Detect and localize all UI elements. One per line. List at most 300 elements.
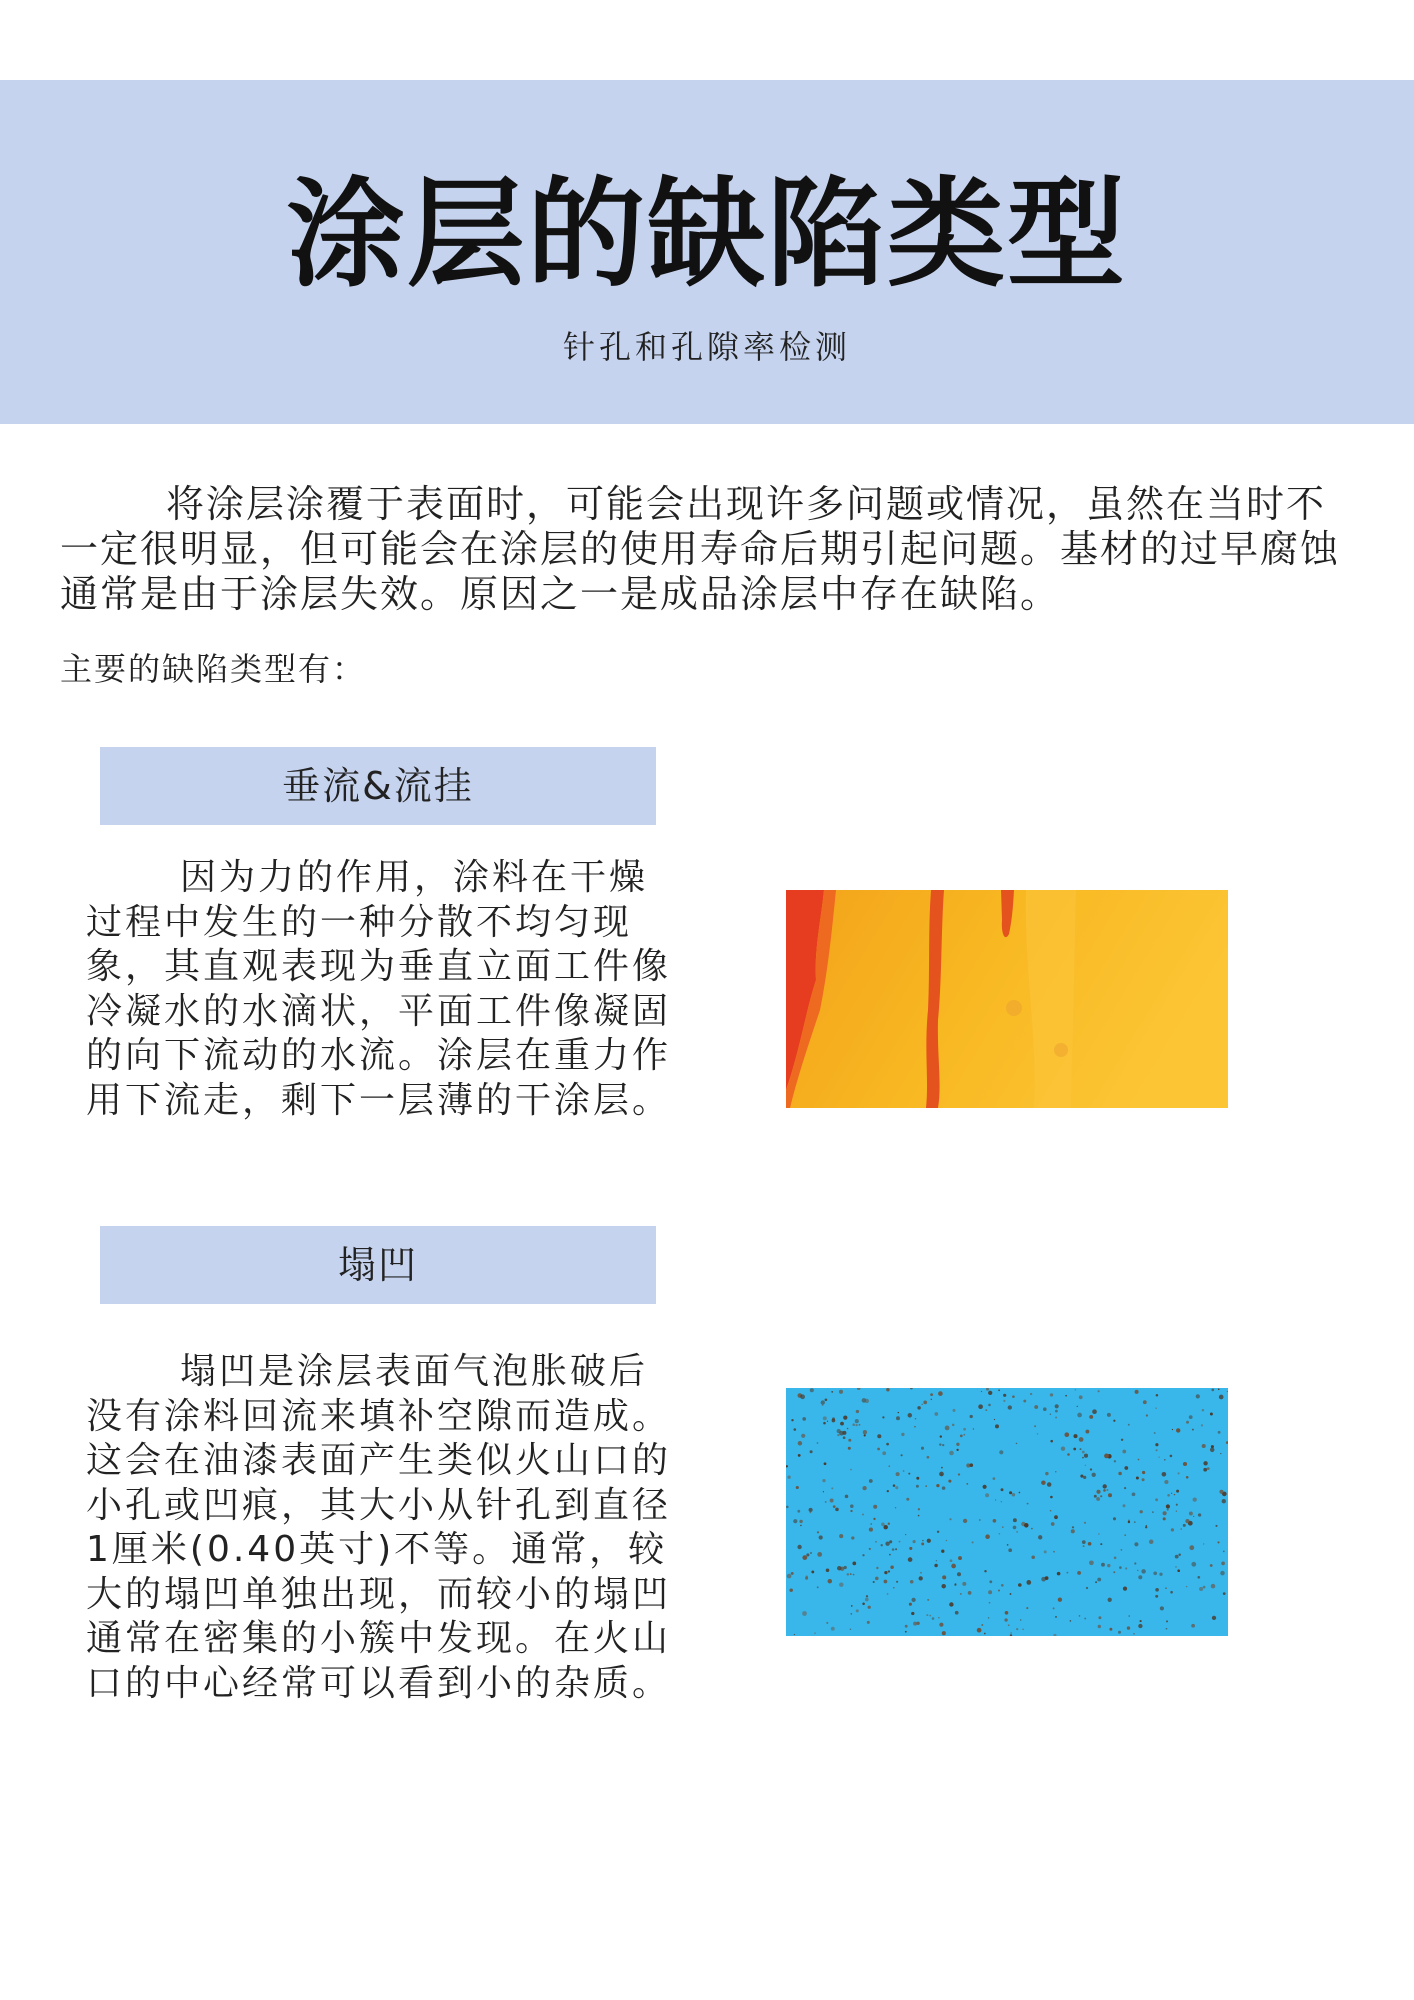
crater-speckle bbox=[1003, 1394, 1006, 1397]
crater-speckle bbox=[968, 1591, 972, 1595]
crater-speckle bbox=[1008, 1624, 1010, 1626]
crater-speckle bbox=[1210, 1564, 1213, 1567]
crater-speckle bbox=[958, 1556, 962, 1560]
crater-speckle bbox=[791, 1572, 794, 1575]
crater-speckle bbox=[1103, 1489, 1106, 1492]
crater-speckle bbox=[1122, 1450, 1126, 1454]
crater-speckle bbox=[963, 1428, 966, 1431]
crater-speckle bbox=[1018, 1583, 1022, 1587]
crater-speckle bbox=[789, 1588, 792, 1591]
crater-speckle bbox=[1118, 1631, 1121, 1634]
crater-speckle bbox=[936, 1484, 939, 1487]
crater-speckle bbox=[1020, 1619, 1021, 1620]
crater-speckle bbox=[1073, 1434, 1077, 1438]
crater-speckle bbox=[877, 1448, 880, 1451]
crater-speckle bbox=[906, 1498, 909, 1501]
crater-speckle bbox=[998, 1389, 1000, 1391]
crater-speckle bbox=[1193, 1516, 1194, 1517]
crater-speckle bbox=[998, 1590, 1000, 1592]
crater-speckle bbox=[1114, 1460, 1116, 1462]
crater-speckle bbox=[930, 1393, 933, 1396]
crater-speckle bbox=[888, 1570, 890, 1572]
crater-speckle bbox=[1107, 1413, 1111, 1417]
crater-speckle bbox=[1055, 1616, 1057, 1618]
crater-speckle bbox=[837, 1566, 841, 1570]
crater-speckle bbox=[895, 1548, 897, 1550]
crater-speckle bbox=[821, 1400, 825, 1404]
crater-speckle bbox=[1055, 1410, 1058, 1413]
crater-speckle bbox=[1106, 1489, 1108, 1491]
crater-speckle bbox=[1166, 1504, 1170, 1508]
crater-speckle bbox=[1198, 1513, 1201, 1516]
crater-speckle bbox=[1019, 1492, 1021, 1494]
crater-speckle bbox=[889, 1554, 891, 1556]
crater-speckle bbox=[972, 1541, 974, 1543]
crater-speckle bbox=[1185, 1519, 1189, 1523]
crater-speckle bbox=[1045, 1576, 1049, 1580]
crater-speckle bbox=[1050, 1413, 1051, 1414]
crater-speckle bbox=[1092, 1473, 1096, 1477]
crater-speckle bbox=[814, 1632, 815, 1633]
crater-speckle bbox=[1089, 1415, 1093, 1419]
crater-speckle bbox=[994, 1419, 995, 1420]
crater-speckle bbox=[863, 1430, 867, 1434]
crater-speckle bbox=[810, 1450, 813, 1453]
crater-speckle bbox=[852, 1423, 855, 1426]
crater-speckle bbox=[960, 1435, 963, 1438]
crater-speckle bbox=[847, 1573, 849, 1575]
crater-speckle bbox=[899, 1541, 901, 1543]
crater-speckle bbox=[868, 1606, 871, 1609]
crater-speckle bbox=[1134, 1521, 1136, 1523]
crater-speckle bbox=[1043, 1407, 1047, 1411]
crater-speckle bbox=[915, 1418, 917, 1420]
crater-speckle bbox=[1003, 1400, 1005, 1402]
crater-speckle bbox=[918, 1508, 920, 1510]
crater-speckle bbox=[1012, 1493, 1016, 1497]
crater-speckle bbox=[802, 1611, 807, 1616]
crater-speckle bbox=[810, 1552, 812, 1554]
crater-speckle bbox=[1191, 1562, 1196, 1567]
crater-speckle bbox=[1061, 1447, 1065, 1451]
crater-speckle bbox=[1030, 1393, 1032, 1395]
crater-speckle bbox=[1143, 1400, 1147, 1404]
crater-speckle bbox=[909, 1603, 912, 1606]
crater-speckle bbox=[1221, 1562, 1225, 1566]
crater-speckle bbox=[848, 1439, 851, 1442]
crater-speckle bbox=[850, 1469, 852, 1471]
crater-speckle bbox=[862, 1554, 864, 1556]
crater-speckle bbox=[799, 1520, 802, 1523]
crater-speckle bbox=[941, 1467, 943, 1469]
crater-speckle bbox=[843, 1415, 847, 1419]
crater-speckle bbox=[1149, 1540, 1154, 1545]
crater-speckle bbox=[921, 1542, 924, 1545]
crater-speckle bbox=[830, 1499, 834, 1503]
crater-speckle bbox=[824, 1462, 827, 1465]
crater-speckle bbox=[1083, 1476, 1086, 1479]
crater-speckle bbox=[934, 1564, 937, 1567]
crater-speckle bbox=[823, 1422, 826, 1425]
sagging-coating-photo bbox=[786, 890, 1228, 1108]
crater-speckle bbox=[800, 1525, 802, 1527]
crater-speckle bbox=[1201, 1424, 1203, 1426]
crater-speckle bbox=[839, 1582, 843, 1586]
crater-speckle bbox=[859, 1424, 861, 1426]
crater-speckle bbox=[1223, 1551, 1225, 1553]
crater-speckle bbox=[1098, 1533, 1099, 1534]
crater-speckle bbox=[832, 1417, 835, 1420]
crater-speckle bbox=[1100, 1543, 1102, 1545]
crater-speckle bbox=[1027, 1503, 1029, 1505]
crater-speckle bbox=[1082, 1457, 1084, 1459]
crater-speckle bbox=[1010, 1593, 1012, 1595]
crater-speckle bbox=[1090, 1468, 1092, 1470]
crater-speckle bbox=[1142, 1478, 1145, 1481]
crater-speckle bbox=[942, 1575, 946, 1579]
crater-speckle bbox=[886, 1443, 889, 1446]
crater-speckle bbox=[887, 1593, 889, 1595]
crater-speckle bbox=[1178, 1472, 1180, 1474]
crater-speckle bbox=[1107, 1564, 1110, 1567]
crater-speckle bbox=[1109, 1628, 1112, 1631]
crater-speckle bbox=[791, 1419, 793, 1421]
crater-speckle bbox=[1165, 1587, 1167, 1589]
crater-speckle bbox=[1080, 1448, 1082, 1450]
crater-speckle bbox=[901, 1433, 904, 1436]
crater-speckle bbox=[1118, 1472, 1122, 1476]
crater-speckle bbox=[793, 1519, 797, 1523]
crater-speckle bbox=[995, 1499, 996, 1500]
crater-speckle bbox=[952, 1409, 955, 1412]
crater-speckle bbox=[913, 1540, 916, 1543]
crater-speckle bbox=[1100, 1495, 1102, 1497]
crater-speckle bbox=[839, 1431, 844, 1436]
crater-speckle bbox=[811, 1570, 814, 1573]
crater-speckle bbox=[1050, 1496, 1053, 1499]
crater-speckle bbox=[1010, 1632, 1011, 1633]
crater-speckle bbox=[869, 1528, 873, 1532]
crater-speckle bbox=[1031, 1528, 1033, 1530]
crater-speckle bbox=[1124, 1466, 1128, 1470]
crater-speckle bbox=[797, 1545, 801, 1549]
crater-speckle bbox=[939, 1472, 944, 1477]
crater-speckle bbox=[798, 1454, 801, 1457]
section-heading-sagging: 垂流&流挂 bbox=[100, 747, 656, 825]
crater-speckle bbox=[852, 1562, 856, 1566]
crater-speckle bbox=[843, 1436, 846, 1439]
crater-speckle bbox=[1124, 1534, 1126, 1536]
crater-speckle bbox=[889, 1540, 892, 1543]
crater-speckle bbox=[956, 1443, 959, 1446]
crater-speckle bbox=[1013, 1526, 1017, 1530]
crater-speckle bbox=[979, 1519, 981, 1521]
crater-speckle bbox=[873, 1518, 875, 1520]
crater-speckle bbox=[1009, 1491, 1012, 1494]
crater-speckle bbox=[1203, 1586, 1206, 1589]
crater-speckle bbox=[1104, 1454, 1109, 1459]
crater-speckle bbox=[1155, 1595, 1158, 1598]
crater-speckle bbox=[926, 1614, 928, 1616]
crater-speckle bbox=[911, 1598, 915, 1602]
crater-speckle bbox=[916, 1485, 919, 1488]
crater-speckle bbox=[1145, 1526, 1147, 1528]
crater-speckle bbox=[954, 1584, 956, 1586]
crater-speckle bbox=[913, 1622, 917, 1626]
crater-speckle bbox=[927, 1599, 929, 1601]
crater-speckle bbox=[787, 1476, 790, 1479]
crater-speckle bbox=[875, 1577, 879, 1581]
crater-speckle bbox=[873, 1505, 877, 1509]
crater-speckle bbox=[937, 1531, 939, 1533]
intro-paragraph: 将涂层涂覆于表面时，可能会出现许多问题或情况，虽然在当时不一定很明显，但可能会在涂层的使用寿命后期引起问题。基材的过早腐蚀通常是由于涂层失效。原因之一是成品涂层中存在缺陷。 bbox=[60, 482, 1341, 616]
crater-speckle bbox=[962, 1582, 966, 1586]
crater-speckle bbox=[794, 1634, 795, 1635]
crater-speckle bbox=[1162, 1472, 1167, 1477]
crater-speckle bbox=[893, 1484, 896, 1487]
crater-speckle bbox=[892, 1548, 895, 1551]
crater-speckle bbox=[1086, 1587, 1088, 1589]
crater-speckle bbox=[822, 1479, 825, 1482]
crater-speckle bbox=[1045, 1472, 1048, 1475]
crater-speckle bbox=[1092, 1409, 1097, 1414]
crater-speckle bbox=[1026, 1607, 1028, 1609]
crater-speckle bbox=[916, 1477, 919, 1480]
crater-speckle bbox=[1001, 1584, 1004, 1587]
crater-speckle bbox=[802, 1555, 807, 1560]
crater-speckle bbox=[1058, 1598, 1062, 1602]
crater-speckle bbox=[981, 1624, 983, 1626]
crater-speckle bbox=[877, 1434, 881, 1438]
crater-speckle bbox=[862, 1513, 864, 1515]
crater-speckle bbox=[949, 1451, 954, 1456]
crater-speckle bbox=[817, 1442, 819, 1444]
crater-speckle bbox=[905, 1534, 906, 1535]
crater-speckle bbox=[828, 1579, 833, 1584]
crater-speckle bbox=[1133, 1633, 1135, 1635]
crater-speckle bbox=[885, 1542, 889, 1546]
crater-speckle bbox=[802, 1417, 806, 1421]
crater-speckle bbox=[1146, 1414, 1148, 1416]
crater-speckle bbox=[890, 1565, 893, 1568]
crater-speckle bbox=[985, 1409, 987, 1411]
crater-speckle bbox=[940, 1435, 942, 1437]
crater-speckle bbox=[1140, 1510, 1143, 1513]
crater-speckle bbox=[1141, 1569, 1146, 1574]
crater-speckle bbox=[995, 1424, 999, 1428]
crater-speckle bbox=[866, 1595, 868, 1597]
crater-speckle bbox=[1176, 1490, 1179, 1493]
crater-speckle bbox=[1163, 1511, 1167, 1515]
crater-speckle bbox=[1223, 1592, 1226, 1595]
crater-speckle bbox=[988, 1404, 991, 1407]
crater-speckle bbox=[1135, 1390, 1139, 1394]
crater-speckle bbox=[963, 1434, 965, 1436]
crater-speckle bbox=[1138, 1624, 1142, 1628]
crater-speckle bbox=[929, 1615, 931, 1617]
crater-speckle bbox=[925, 1485, 927, 1487]
crater-speckle bbox=[1108, 1598, 1112, 1602]
crater-speckle bbox=[823, 1491, 824, 1492]
crater-speckle bbox=[1218, 1431, 1221, 1434]
crater-speckle bbox=[918, 1515, 920, 1517]
crater-speckle bbox=[903, 1470, 905, 1472]
crater-speckle bbox=[1164, 1480, 1168, 1484]
crater-speckle bbox=[985, 1493, 989, 1497]
crater-speckle bbox=[870, 1523, 872, 1525]
crater-speckle bbox=[1163, 1517, 1166, 1520]
crater-speckle bbox=[786, 1506, 789, 1509]
crater-speckle bbox=[1084, 1522, 1086, 1524]
crater-speckle bbox=[936, 1560, 937, 1561]
crater-speckle bbox=[1146, 1525, 1148, 1527]
crater-speckle bbox=[1085, 1465, 1086, 1466]
crater-speckle bbox=[1119, 1566, 1122, 1569]
crater-speckle bbox=[895, 1507, 896, 1508]
crater-speckle bbox=[1196, 1394, 1200, 1398]
crater-speckle bbox=[1005, 1611, 1009, 1615]
crater-speckle bbox=[1055, 1471, 1056, 1472]
page-title: 涂层的缺陷类型 bbox=[286, 165, 1127, 303]
crater-speckle bbox=[1160, 1606, 1164, 1610]
crater-speckle bbox=[1012, 1395, 1015, 1398]
crater-speckle bbox=[823, 1416, 827, 1420]
crater-speckle bbox=[946, 1540, 948, 1542]
crater-speckle bbox=[850, 1510, 852, 1512]
crater-speckle bbox=[1008, 1405, 1012, 1409]
crater-speckle bbox=[939, 1443, 941, 1445]
crater-speckle bbox=[1114, 1557, 1117, 1560]
crater-speckle bbox=[896, 1416, 900, 1420]
crater-speckle bbox=[988, 1590, 992, 1594]
crater-speckle bbox=[989, 1602, 991, 1604]
crater-speckle bbox=[1041, 1480, 1046, 1485]
crater-speckle bbox=[984, 1570, 986, 1572]
crater-speckle bbox=[1203, 1461, 1207, 1465]
crater-speckle bbox=[1218, 1389, 1220, 1391]
crater-speckle bbox=[1034, 1425, 1036, 1427]
crater-speckle bbox=[1031, 1555, 1035, 1559]
crater-speckle bbox=[1065, 1395, 1067, 1397]
crater-speckle bbox=[1113, 1571, 1115, 1573]
crater-speckle bbox=[1124, 1487, 1126, 1489]
crater-speckle bbox=[901, 1454, 903, 1456]
crater-speckle bbox=[932, 1617, 935, 1620]
crater-speckle bbox=[1084, 1618, 1086, 1620]
crater-speckle bbox=[851, 1536, 854, 1539]
crater-speckle bbox=[1189, 1512, 1193, 1516]
crater-speckle bbox=[922, 1404, 923, 1405]
crater-speckle bbox=[1023, 1400, 1026, 1403]
crater-speckle bbox=[798, 1441, 802, 1445]
crater-speckle bbox=[1186, 1586, 1187, 1587]
crater-speckle bbox=[831, 1627, 835, 1631]
crater-speckle bbox=[920, 1572, 922, 1574]
crater-speckle bbox=[862, 1486, 866, 1490]
crater-speckle bbox=[984, 1633, 986, 1635]
crater-speckle bbox=[810, 1388, 814, 1392]
crater-speckle bbox=[1022, 1629, 1023, 1630]
crater-speckle bbox=[886, 1388, 889, 1391]
crater-speckle bbox=[825, 1398, 828, 1401]
crater-speckle bbox=[1186, 1476, 1189, 1479]
crater-speckle bbox=[1152, 1511, 1154, 1513]
crater-speckle bbox=[888, 1523, 890, 1525]
crater-speckle bbox=[939, 1623, 943, 1627]
crater-speckle bbox=[1053, 1607, 1055, 1609]
crater-speckle bbox=[949, 1518, 951, 1520]
crater-speckle bbox=[914, 1426, 916, 1428]
crater-speckle bbox=[989, 1580, 992, 1583]
crater-speckle bbox=[817, 1552, 822, 1557]
crater-speckle bbox=[1066, 1572, 1068, 1574]
crater-speckle bbox=[999, 1533, 1001, 1535]
crater-speckle bbox=[1183, 1462, 1187, 1466]
crater-speckle bbox=[1211, 1389, 1214, 1392]
crater-speckle bbox=[1166, 1628, 1168, 1630]
crater-speckle bbox=[1175, 1566, 1176, 1567]
crater-speckle bbox=[963, 1519, 967, 1523]
crater-speckle bbox=[1050, 1393, 1053, 1396]
crater-speckle bbox=[983, 1485, 987, 1489]
crater-speckle bbox=[888, 1465, 890, 1467]
crater-speckle bbox=[934, 1412, 938, 1416]
crater-speckle bbox=[949, 1602, 953, 1606]
crater-speckle bbox=[1215, 1525, 1217, 1527]
crater-speckle bbox=[1075, 1389, 1076, 1390]
crater-speckle bbox=[922, 1540, 923, 1541]
crater-speckle bbox=[806, 1575, 808, 1577]
crater-speckle bbox=[1070, 1620, 1072, 1622]
crater-speckle bbox=[1051, 1522, 1055, 1526]
crater-speckle bbox=[1123, 1587, 1127, 1591]
crater-speckle bbox=[951, 1564, 956, 1569]
crater-speckle bbox=[1138, 1459, 1140, 1461]
crater-speckle bbox=[898, 1412, 899, 1413]
crater-speckle bbox=[958, 1473, 960, 1475]
crater-speckle bbox=[884, 1571, 887, 1574]
crater-speckle bbox=[1077, 1406, 1078, 1407]
crater-speckle bbox=[1082, 1451, 1085, 1454]
section-heading-cratering: 塌凹 bbox=[100, 1226, 656, 1304]
crater-speckle bbox=[862, 1603, 865, 1606]
crater-speckle bbox=[1137, 1570, 1138, 1571]
crater-speckle bbox=[1084, 1454, 1088, 1458]
sagging-description: 因为力的作用，涂料在干燥过程中发生的一种分散不均匀现象，其直观表现为垂直立面工件像冷凝水的水滴状，平面工件像凝固的向下流动的水流。涂层在重力作用下流走，剩下一层薄的干涂层。 bbox=[86, 857, 672, 1121]
crater-speckle bbox=[1083, 1545, 1085, 1547]
crater-speckle bbox=[1128, 1521, 1130, 1523]
crater-speckle bbox=[1211, 1584, 1216, 1589]
crater-speckle bbox=[993, 1519, 997, 1523]
crater-speckle bbox=[1176, 1504, 1178, 1506]
crater-speckle bbox=[1047, 1482, 1051, 1486]
crater-speckle bbox=[905, 1625, 908, 1628]
crater-speckle bbox=[1134, 1542, 1138, 1546]
crater-speckle bbox=[884, 1580, 888, 1584]
crater-speckle bbox=[1008, 1548, 1012, 1552]
crater-speckle bbox=[881, 1523, 885, 1527]
section-text-cratering bbox=[86, 1350, 672, 1706]
crater-speckle bbox=[1192, 1429, 1194, 1431]
section-text-sagging bbox=[86, 856, 672, 1123]
crater-speckle bbox=[817, 1531, 819, 1533]
crater-speckle bbox=[1207, 1467, 1210, 1470]
crater-speckle bbox=[1134, 1562, 1136, 1564]
crater-speckle bbox=[1096, 1497, 1100, 1501]
crater-speckle bbox=[927, 1456, 930, 1459]
crater-speckle bbox=[1159, 1573, 1162, 1576]
crater-speckle bbox=[817, 1586, 819, 1588]
